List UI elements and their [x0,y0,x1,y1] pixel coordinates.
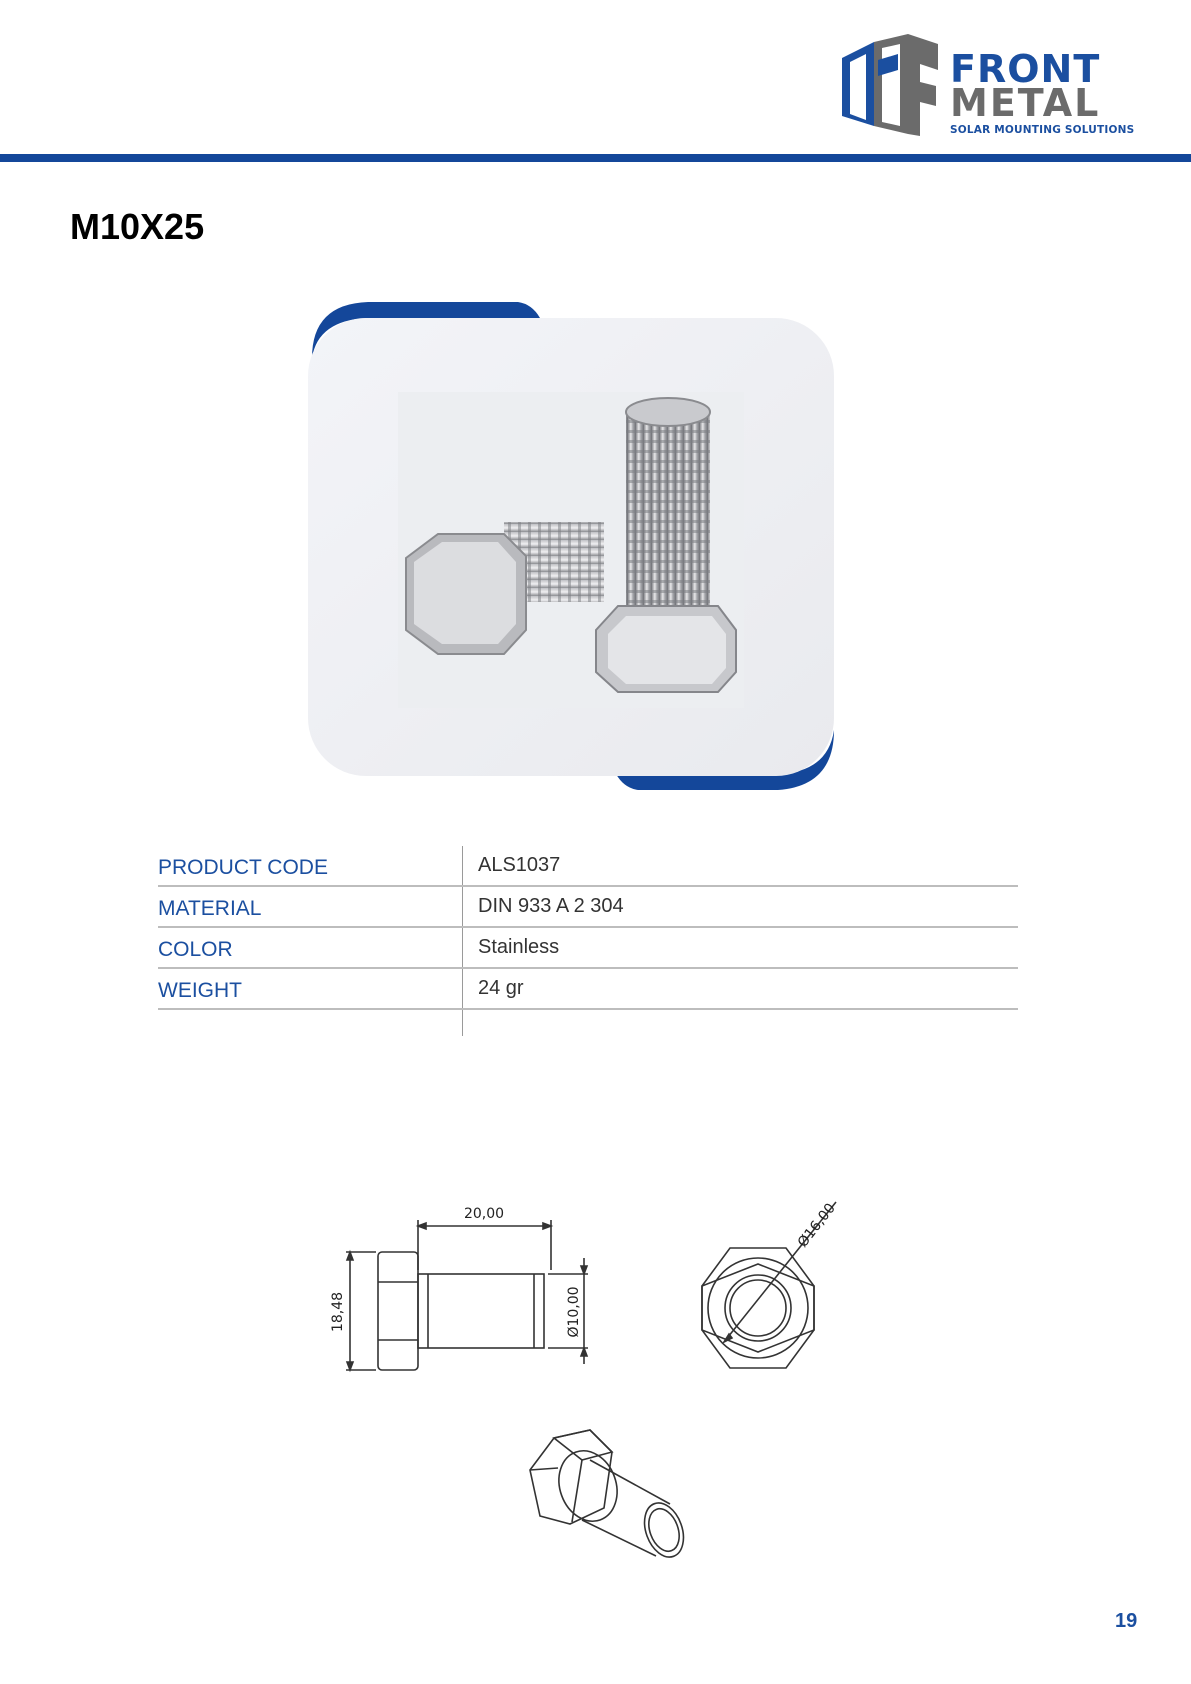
isometric-drawing [520,1416,720,1576]
logo-front-text: FRONT [950,47,1101,91]
front-metal-logo [838,30,1138,140]
spec-label-material: MATERIAL [158,897,262,920]
product-photo [308,300,838,792]
front-metal-logo-mark-icon [838,30,948,140]
side-view-drawing [326,1190,606,1390]
product-photo-card [308,300,838,792]
spec-row [158,928,1018,969]
logo-wordmark [950,47,1135,136]
spec-row [158,969,1018,1010]
dim-head-height: 18,48 [330,1291,346,1333]
spec-value-product-code: ALS1037 [478,854,561,876]
dim-shank-diameter: Ø10,00 [566,1286,582,1338]
spec-row [158,846,1018,887]
spec-value-color: Stainless [478,936,560,958]
spec-label-color: COLOR [158,938,233,961]
spec-row-empty [158,1010,1018,1038]
spec-value-material: DIN 933 A 2 304 [478,895,624,917]
page-title: M10X25 [70,206,205,247]
logo-metal-text: METAL [950,81,1101,125]
header-rule [0,154,1191,162]
page-number: 19 [1115,1610,1138,1632]
logo-tagline: SOLAR MOUNTING SOLUTIONS [950,124,1135,136]
spec-row [158,887,1018,928]
spec-table [158,846,1018,1038]
spec-value-weight: 24 gr [478,977,524,999]
end-view-drawing [676,1190,856,1380]
dim-length: 20,00 [463,1206,505,1222]
spec-label-weight: WEIGHT [158,979,242,1002]
spec-label-product-code: PRODUCT CODE [158,856,328,879]
dim-head-diameter: Ø16,00 [794,1200,839,1251]
